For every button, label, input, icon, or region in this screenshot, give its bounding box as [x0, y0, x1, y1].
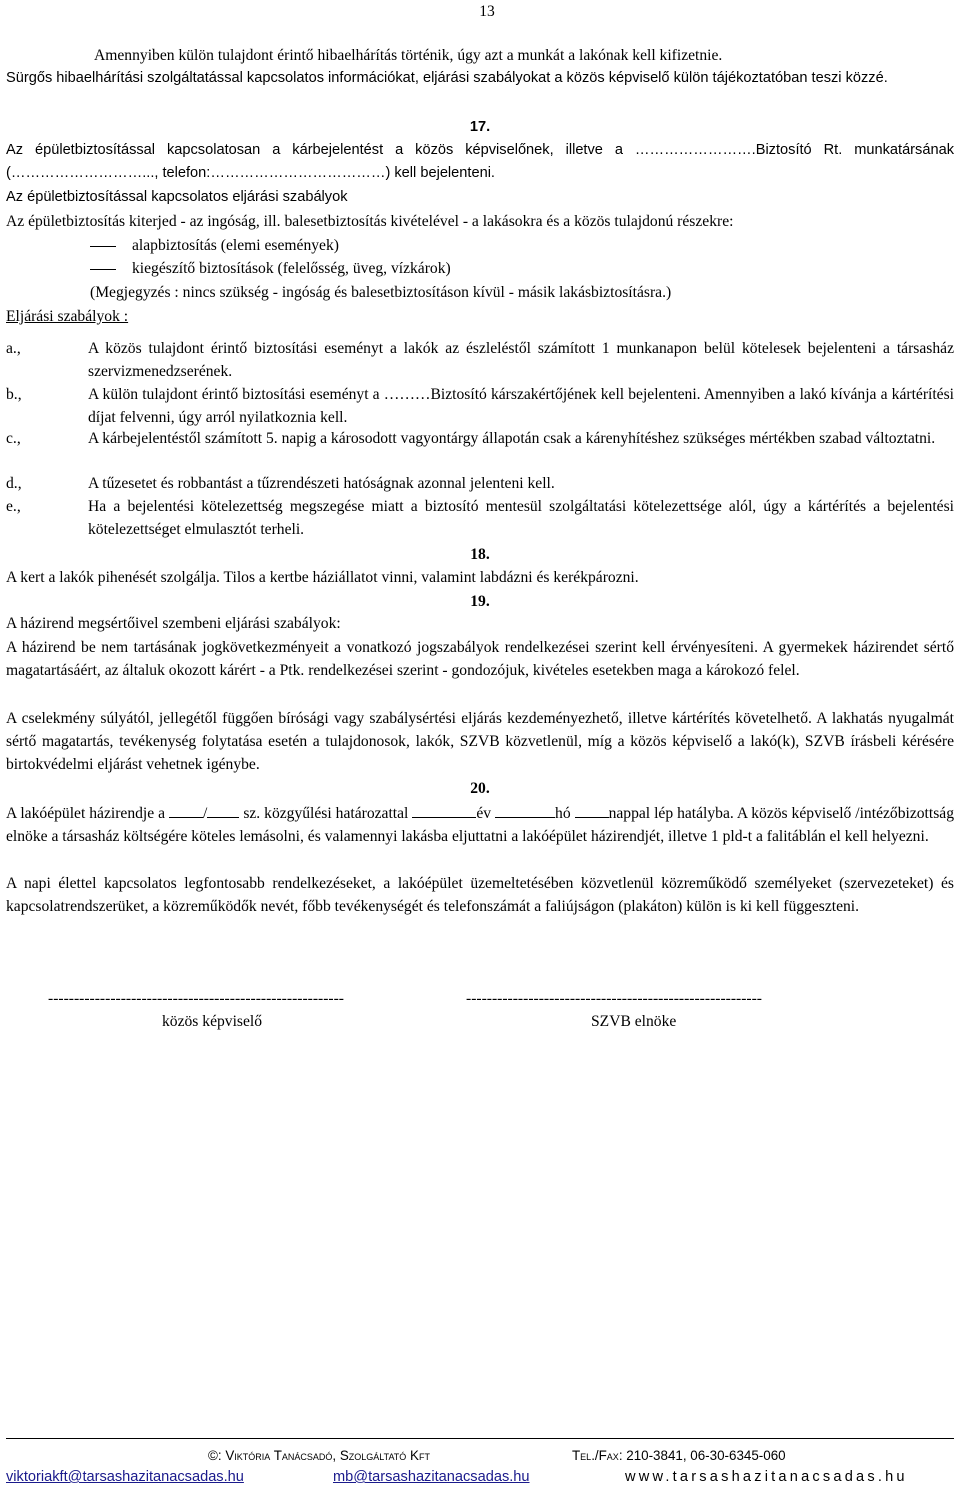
s20-text: A lakóépület házirendje a [6, 805, 166, 822]
footer-company-text: : Viktória Tanácsadó, Szolgáltató Kft [217, 1448, 430, 1463]
section-17-heading: 17. [469, 119, 491, 135]
intro-line-2: Sürgős hibaelhárítási szolgáltatással kapcsolatos információkat, eljárási szabályokat a közös képviselő külön tájékoztatóban teszi közzé. [6, 70, 888, 86]
s20-text: sz. közgyűlési határozattal [243, 805, 409, 822]
rule-label: b., [6, 386, 22, 403]
blank-field [169, 802, 203, 818]
s20-slash: / [203, 805, 208, 822]
section-17-report-paragraph: Az épületbiztosítással kapcsolatosan a kárbejelentést a közös képviselőnek, illetve a …………………….Biztosító Rt. munkatársának (………………………..., telefon:………………………………) kell bejelenteni. [6, 142, 954, 181]
rule-text: A külön tulajdont érintő biztosítási eseményt a ………Biztosító kárszakértőjének kell bejelenteni. Amennyiben a lakó kívánja a kártérítési díjat felvenni, úgy arról nyilatkoznia kell. [88, 386, 954, 426]
section-19-paragraph-2: A cselekmény súlyától, jellegétől függően bírósági vagy szabálysértési eljárás kezdeményezhető, illetve kártérítés követelhető. A lakhatás nyugalmát sértő magatartás, tevékenység folytatása esetén a tulajdonosok, lakók, SZVB közvetlenül, míg a közös képviselő a lakó(k), SZVB írásbeli kérésére birtokvédelmi eljárást vehetnek igénybe. [6, 710, 954, 773]
footer-email-2[interactable]: mb@tarsashazitanacsadas.hu [333, 1469, 530, 1485]
dash-icon [90, 246, 116, 247]
rule-label: e., [6, 498, 21, 515]
s20-text: nappal lép hatályba. A közös képviselő /intézőbizottság elnöke a társasház költségére köteles lemásolni, és valamennyi lakásba eljuttatni a lakóépület házirendjét, illetve 1 pld-t a falitáblán el kell helyezni. [6, 805, 955, 845]
section-17-scope: Az épületbiztosítás kiterjed - az ingóság, ill. balesetbiztosítás kivételével - a lakásokra és a közös tulajdonú részekre: [6, 213, 734, 230]
bullet-text: alapbiztosítás (elemi események) [132, 237, 339, 254]
rule-label: a., [6, 340, 21, 357]
s20-text: év [476, 805, 492, 822]
blank-field [412, 802, 476, 818]
blank-field [575, 802, 609, 818]
signature-label-right: SZVB elnöke [591, 1013, 677, 1030]
footer-divider [6, 1438, 954, 1439]
section-20-paragraph-2: A napi élettel kapcsolatos legfontosabb rendelkezéseket, a lakóépület üzemeltetésében közvetlenül közreműködő személyeket (szervezeteket) és kapcsolatrendszerüket, a közreműködők nevét, főbb tevékenységét és telefonszámát a faliújságon (plakáton) külön is ki kell függeszteni. [6, 875, 954, 915]
section-18-heading: 18. [470, 546, 490, 563]
bullet-item [90, 234, 950, 257]
blank-field [495, 802, 555, 818]
footer-company [208, 1444, 430, 1467]
rule-item [6, 472, 954, 495]
footer-website[interactable]: www.tarsashazitanacsadas.hu [625, 1469, 908, 1485]
rule-item [6, 495, 954, 541]
s20-text: hó [555, 805, 571, 822]
rule-text: A tűzesetet és robbantást a tűzrendészeti hatóságnak azonnal jelenteni kell. [88, 475, 555, 492]
signature-label-left: közös képviselő [162, 1013, 263, 1030]
rule-label: c., [6, 430, 21, 447]
page-number: 13 [479, 3, 495, 20]
rule-text: A kárbejelentéstől számított 5. napig a károsodott vagyontárgy állapotán csak a kárenyhítéshez szükséges mértékben szabad változtatni. [88, 430, 936, 447]
rule-label: d., [6, 475, 22, 492]
rules-title: Eljárási szabályok : [6, 308, 129, 325]
rule-text: Ha a bejelentési kötelezettség megszegése miatt a biztosító mentesül szolgáltatási kötelezettsége alól, úgy a kártérítés a bejelentési kötelezettséget elmulasztót terheli. [88, 498, 954, 538]
intro-line-1: Amennyiben külön tulajdont érintő hibaelhárítás történik, úgy azt a munkát a lakónak kell kifizetnie. [94, 47, 723, 64]
rule-item [6, 427, 954, 450]
rule-text: A közös tulajdont érintő biztosítási eseményt a lakók az észleléstől számított 1 munkanapon belül kötelesek bejelenteni a társasház szervizmenedzserének. [88, 340, 954, 380]
footer-email-1[interactable]: viktoriakft@tarsashazitanacsadas.hu [6, 1469, 244, 1485]
section-19-heading: 19. [470, 593, 490, 610]
section-19-paragraph-1: A házirend be nem tartásának jogkövetkezményeit a vonatkozó jogszabályok rendelkezései szerint kell érvényesíteni. A gyermekek házirendet sértő magatartásáért, az általuk okozott kárért - a Ptk. rendelkezései szerint - gondozójuk, kivételes esetekben maga a károkozó felel. [6, 639, 954, 679]
bullet-item [90, 257, 950, 280]
section-17-subtitle: Az épületbiztosítással kapcsolatos eljárási szabályok [6, 189, 348, 205]
footer-phone: Tel./Fax: 210-3841, 06-30-6345-060 [572, 1448, 786, 1463]
section-19-title: A házirend megsértőivel szembeni eljárási szabályok: [6, 615, 341, 632]
bullet-text: kiegészítő biztosítások (felelősség, üveg, vízkárok) [132, 260, 451, 277]
blank-field [207, 802, 239, 818]
dash-icon [90, 269, 116, 270]
rule-item [6, 337, 954, 383]
signature-line-right: --------------------------------------------------------- [466, 990, 762, 1007]
section-18-text: A kert a lakók pihenését szolgálja. Tilos a kertbe háziállatot vinni, valamint labdázni és kerékpározni. [6, 569, 639, 586]
section-20-paragraph-1 [6, 802, 954, 848]
section-20-heading: 20. [470, 780, 490, 797]
section-17-note: (Megjegyzés : nincs szükség - ingóság és balesetbiztosításon kívül - másik lakásbiztosításra.) [90, 284, 672, 301]
copyright-icon: © [208, 1448, 218, 1463]
signature-line-left: --------------------------------------------------------- [48, 990, 344, 1007]
rule-item [6, 383, 954, 429]
